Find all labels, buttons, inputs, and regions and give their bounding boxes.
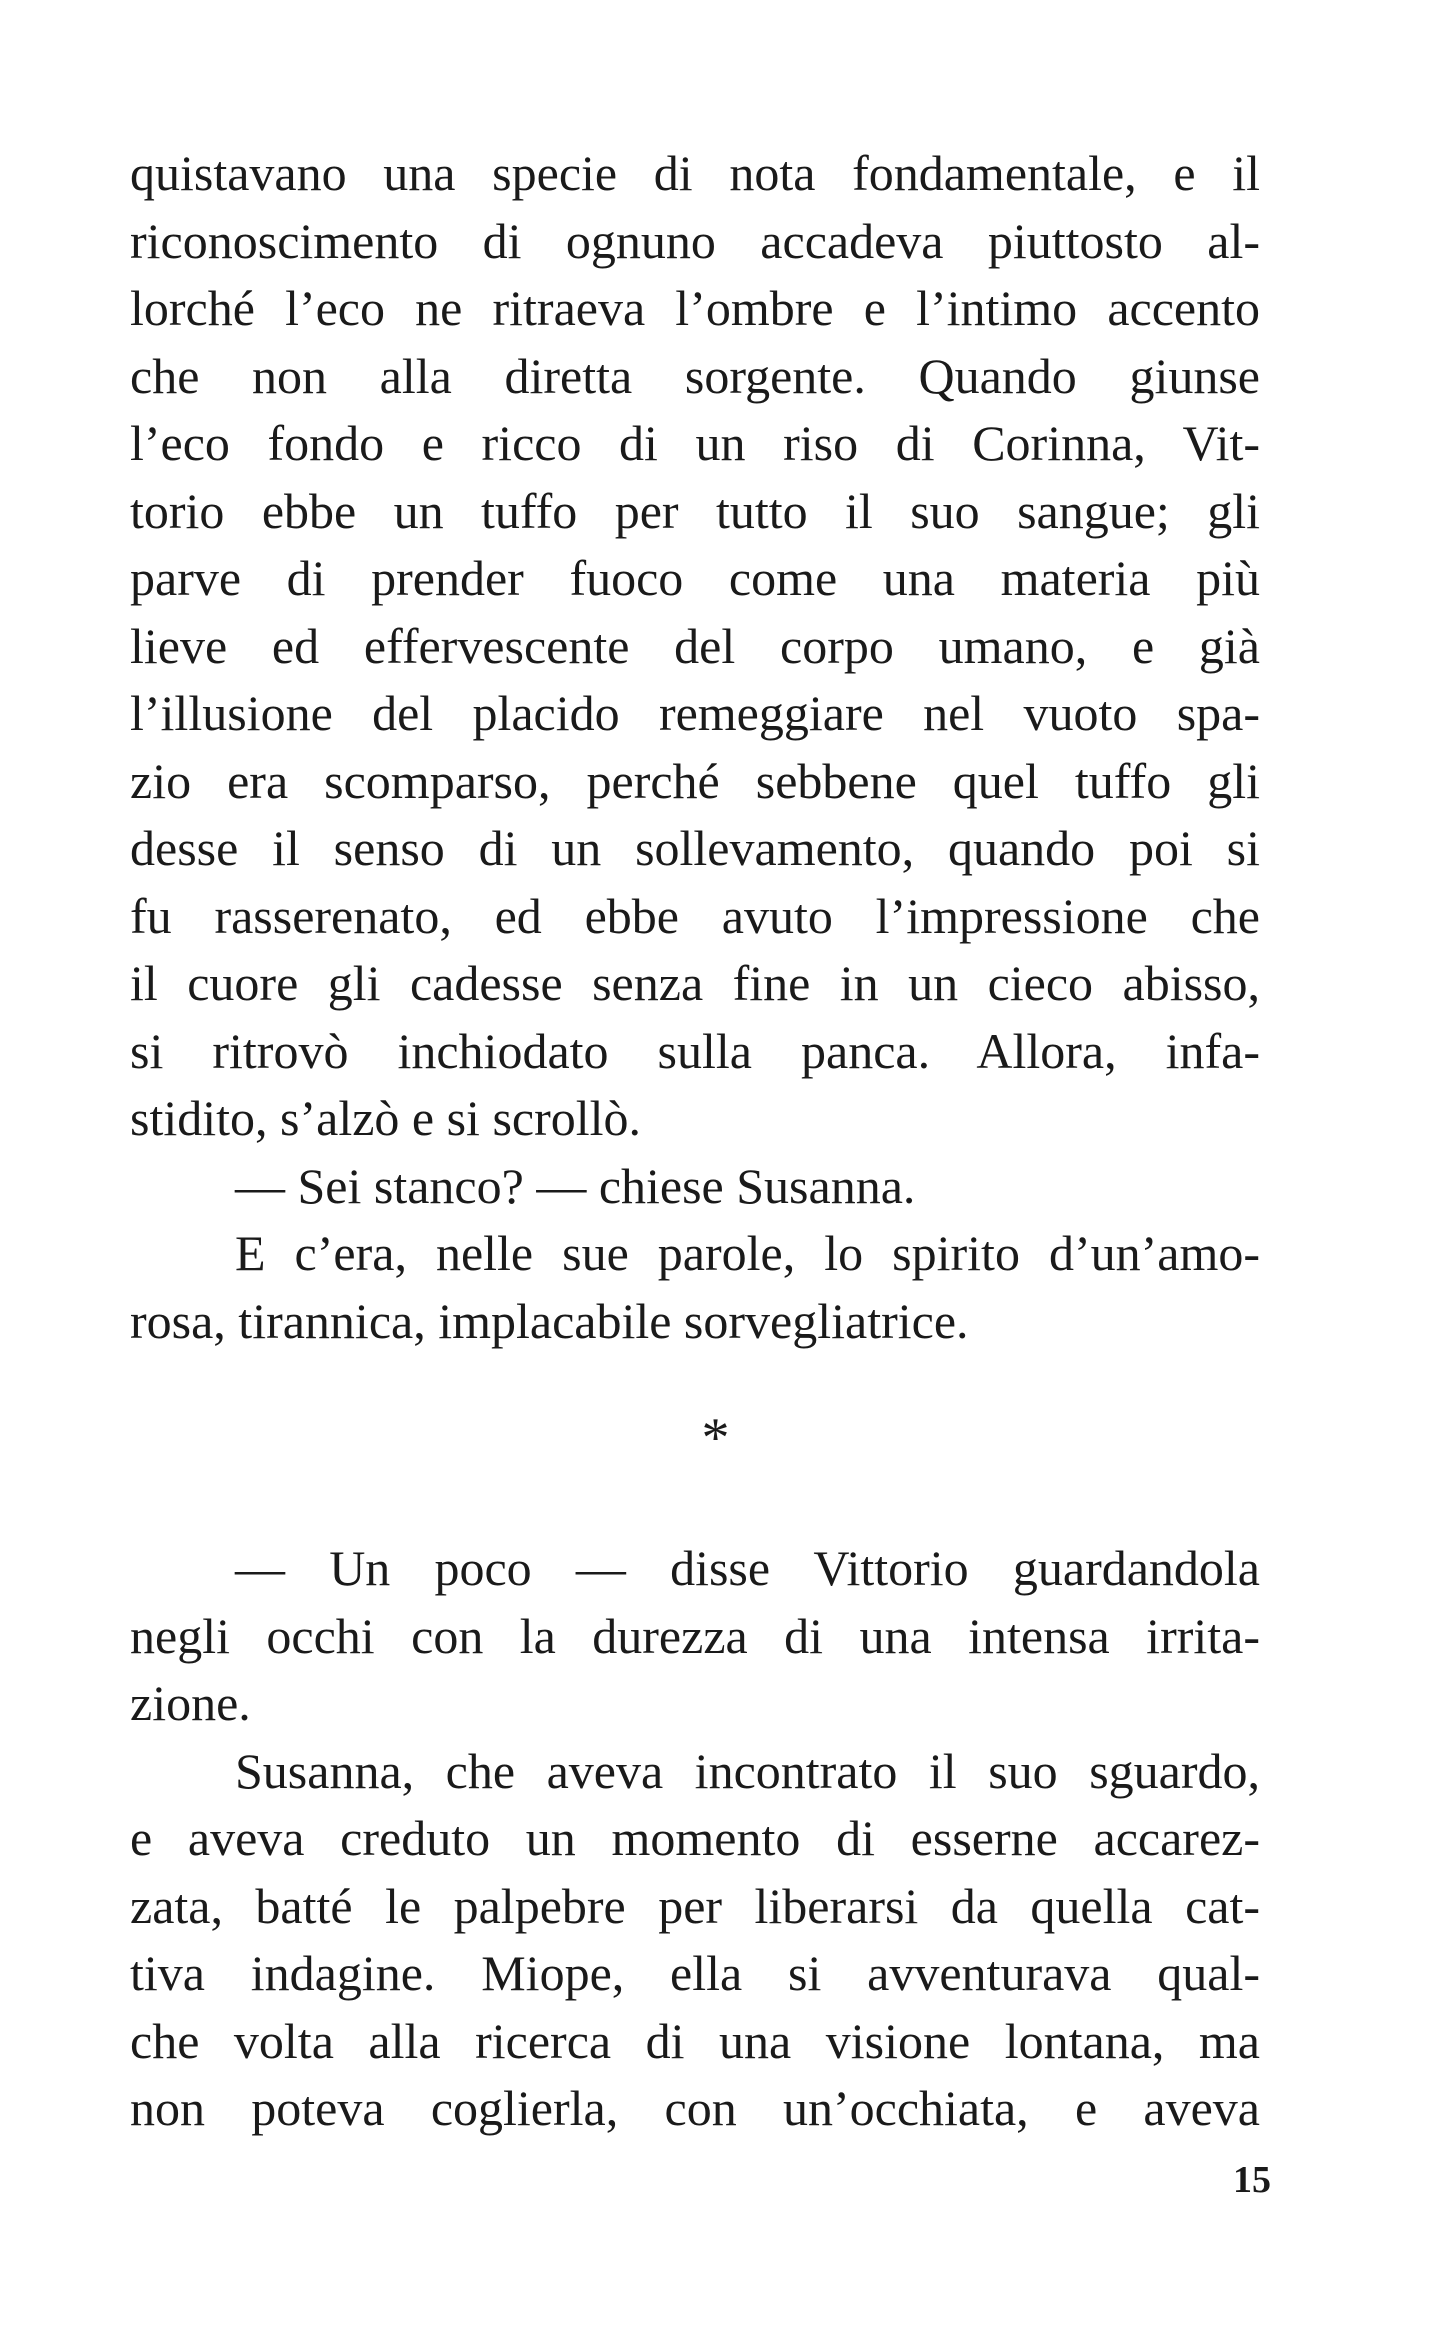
text-line: rosa, tirannica, implacabile sorvegliatrice. bbox=[130, 1292, 969, 1349]
text-line: lorché l’eco ne ritraeva l’ombre e l’intimo accento bbox=[130, 280, 1260, 336]
text-line: negli occhi con la durezza di una intensa irrita- bbox=[130, 1607, 1260, 1664]
text-line: l’illusione del placido remeggiare nel vuoto spa- bbox=[130, 685, 1260, 741]
text-line: Susanna, che aveva incontrato il suo sguardo, bbox=[235, 1742, 1260, 1799]
dialogue-line: — Un poco — disse Vittorio guardandola bbox=[235, 1540, 1260, 1596]
text-line: parve di prender fuoco come una materia più bbox=[130, 550, 1260, 606]
text-line: tiva indagine. Miope, ella si avventurava qual- bbox=[130, 1945, 1260, 2001]
text-line: zata, batté le palpebre per liberarsi da quella cat- bbox=[130, 1877, 1260, 1934]
text-line: E c’era, nelle sue parole, lo spirito d’un’amo- bbox=[235, 1225, 1260, 1281]
text-line: riconoscimento di ognuno accadeva piuttosto al- bbox=[130, 212, 1260, 269]
text-line: che non alla diretta sorgente. Quando giunse bbox=[130, 347, 1260, 404]
text-line: l’eco fondo e ricco di un riso di Corinna, Vit- bbox=[130, 415, 1260, 471]
text-line: stidito, s’alzò e si scrollò. bbox=[130, 1090, 642, 1146]
dialogue-line: — Sei stanco? — chiese Susanna. bbox=[235, 1157, 916, 1214]
paragraph-block-lower bbox=[130, 1535, 1260, 2143]
text-line: che volta alla ricerca di una visione lontana, ma bbox=[130, 2012, 1260, 2069]
page-number: 15 bbox=[1233, 2159, 1271, 2201]
text-line: fu rasserenato, ed ebbe avuto l’impressione che bbox=[130, 887, 1260, 944]
text-line: desse il senso di un sollevamento, quando poi si bbox=[130, 820, 1260, 876]
text-line: il cuore gli cadesse senza fine in un cieco abisso, bbox=[130, 955, 1260, 1011]
text-line: e aveva creduto un momento di esserne accarez- bbox=[130, 1810, 1260, 1866]
text-line: torio ebbe un tuffo per tutto il suo sangue; gli bbox=[130, 482, 1260, 539]
text-line: non poteva coglierla, con un’occhiata, e aveva bbox=[130, 2080, 1260, 2136]
section-separator: * bbox=[701, 1407, 730, 1469]
paragraph-block-upper bbox=[130, 140, 1260, 1355]
text-line: zione. bbox=[130, 1675, 251, 1731]
text-line: si ritrovò inchiodato sulla panca. Allora, infa- bbox=[130, 1022, 1260, 1079]
text-line: zio era scomparso, perché sebbene quel tuffo gli bbox=[130, 752, 1260, 809]
text-line: quistavano una specie di nota fondamentale, e il bbox=[130, 145, 1260, 201]
text-line: lieve ed effervescente del corpo umano, e già bbox=[130, 617, 1260, 674]
